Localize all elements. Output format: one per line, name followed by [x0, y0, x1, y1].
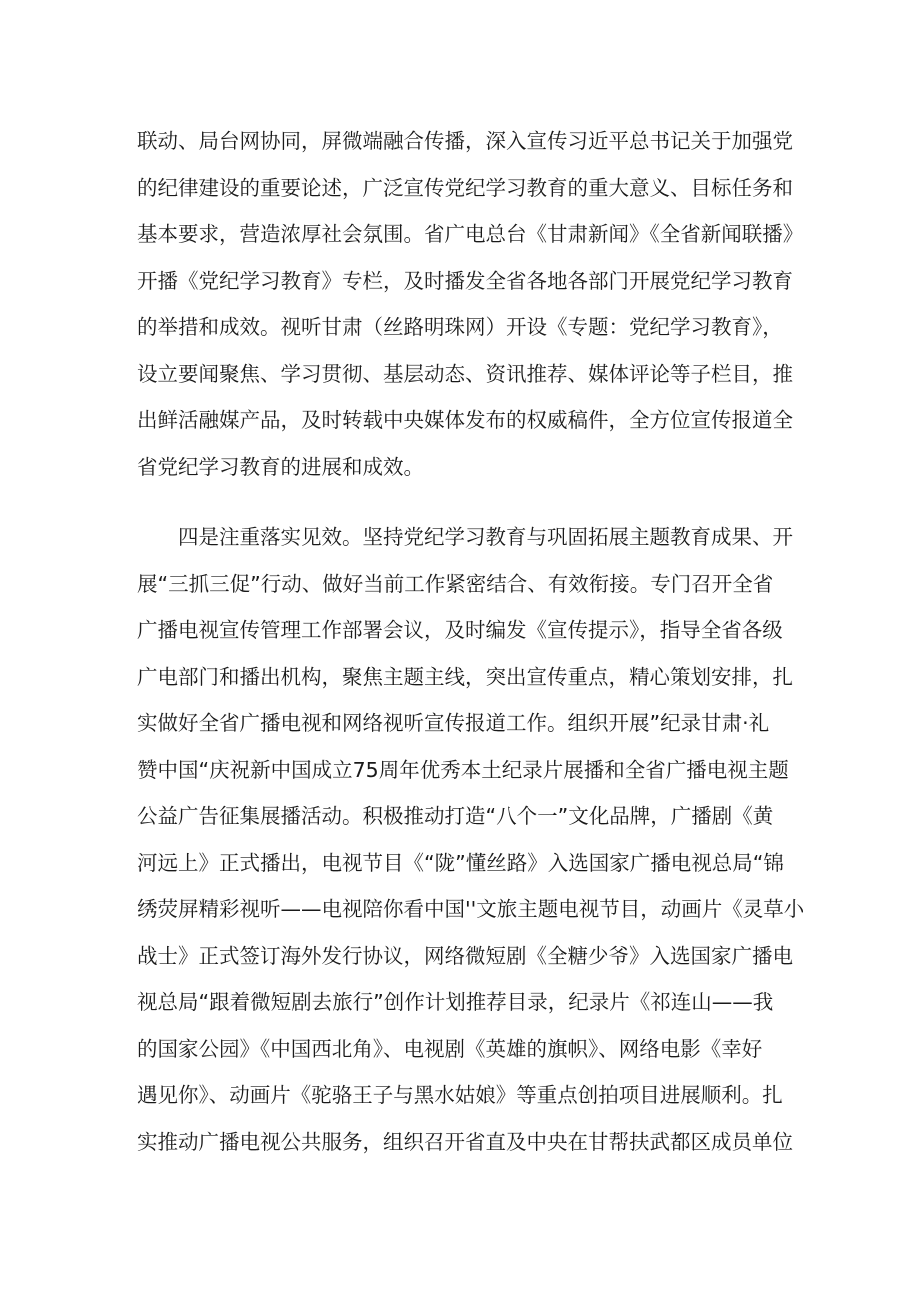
text-line: 基本要求，营造浓厚社会氛围。省广电总台《甘肃新闻》《全省新闻联播》 — [137, 222, 804, 246]
text-line: 公益广告征集展播活动。积极推动打造“八个一”文化品牌，广播剧《黄 — [137, 804, 774, 828]
text-line: 的国家公园》《中国西北角》、电视剧《英雄的旗帜》、网络电影《幸好 — [137, 1036, 763, 1061]
paragraph-2 — [137, 514, 805, 1165]
text-line: 联动、局台网协同，屏微端融合传播，深入宣传习近平总书记关于加强党 — [137, 129, 793, 153]
text-line: 绣荧屏精彩视听——电视陪你看中国''文旅主题电视节目，动画片《灵草小 — [137, 897, 805, 921]
text-line: 广播电视宣传管理工作部署会议，及时编发《宣传提示》，指导全省各级 — [137, 618, 783, 642]
text-line: 战士》正式签订海外发行协议，网络微短剧《全糖少爷》入选国家广播电 — [137, 943, 793, 968]
text-line: 出鲜活融媒产品，及时转载中央媒体发布的权威稿件，全方位宣传报道全 — [137, 408, 793, 432]
text-line: 视总局“跟着微短剧去旅行”创作计划推荐目录，纪录片《祁连山——我 — [137, 990, 774, 1014]
text-line: 遇见你》、动画片《驼骆王子与黑水姑娘》等重点创拍项目进展顺利。扎 — [137, 1083, 783, 1107]
text-line: 展“三抓三促”行动、做好当前工作紧密结合、有效衔接。专门召开全省 — [137, 571, 774, 596]
paragraph-1 — [137, 118, 804, 490]
text-line: 设立要闻聚焦、学习贯彻、基层动态、资讯推荐、媒体评论等子栏目，推 — [137, 361, 793, 386]
text-line: 四是注重落实见效。坚持党纪学习教育与巩固拓展主题教育成果、开 — [137, 525, 793, 549]
text-line: 河远上》正式播出，电视节目《“陇”懂丝路》入选国家广播电视总局“锦 — [137, 850, 784, 875]
text-line: 的举措和成效。视听甘肃（丝路明珠网）开设《专题：党纪学习教育》， — [137, 315, 783, 339]
text-line: 的纪律建设的重要论述，广泛宣传党纪学习教育的重大意义、目标任务和 — [137, 175, 793, 200]
text-line: 广电部门和播出机构，聚焦主题主线，突出宣传重点，精心策划安排，扎 — [137, 664, 793, 689]
text-line: 省党纪学习教育的进展和成效。 — [137, 454, 424, 479]
text-line: 开播《党纪学习教育》专栏，及时播发全省各地各部门开展党纪学习教育 — [137, 268, 793, 293]
text-line: 赞中国“庆祝新中国成立75周年优秀本土纪录片展播和全省广播电视主题 — [137, 757, 789, 782]
text-line: 实做好全省广播电视和网络视听宣传报道工作。组织开展”纪录甘肃·礼 — [137, 711, 770, 735]
text-line: 实推动广播电视公共服务，组织召开省直及中央在甘帮扶武都区成员单位 — [137, 1129, 793, 1154]
